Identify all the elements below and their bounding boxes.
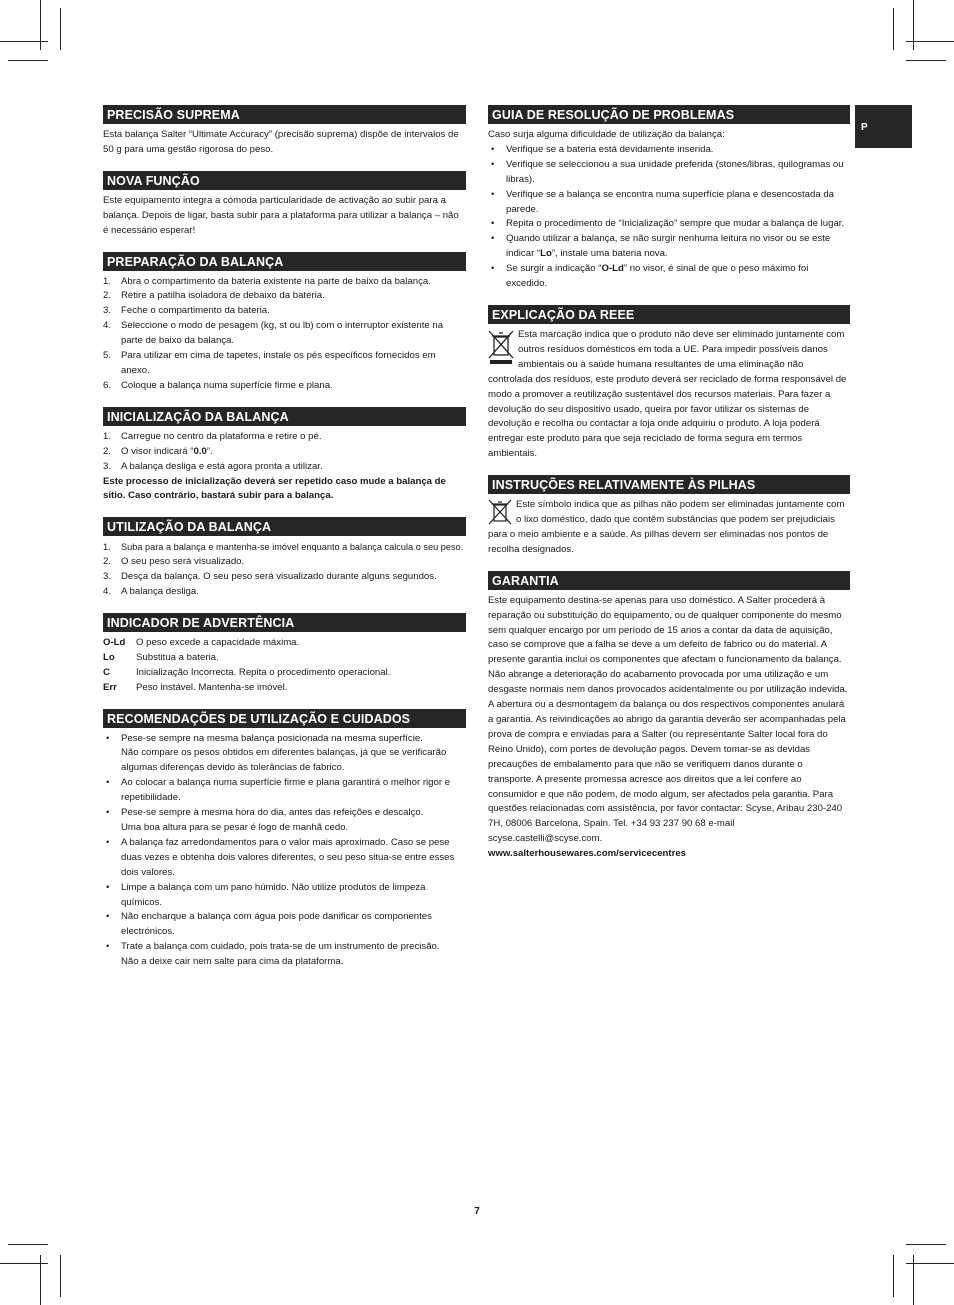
section-text: Este equipamento integra a cómoda particularidade de activação ao subir para a balança. Depois de ligar, basta subir para a plataforma para utilizar a balança – não é necessário esperar! — [103, 194, 459, 236]
list-text: Suba para a balança e mantenha-se imóvel enquanto a balança calcula o seu peso. — [121, 542, 464, 553]
section-heading: NOVA FUNÇÃO — [103, 171, 466, 190]
list-item — [103, 319, 466, 349]
list-number: 3. — [103, 571, 112, 583]
reee-paragraph — [488, 328, 850, 462]
display-code: Lo — [540, 248, 552, 260]
crop-mark — [60, 8, 61, 50]
numbered-list — [103, 540, 466, 600]
bullet: • — [106, 941, 110, 953]
list-item — [103, 940, 466, 970]
warning-code: Lo — [103, 651, 115, 663]
list-number: 4. — [103, 320, 112, 332]
list-number: 1. — [103, 275, 112, 287]
list-item — [103, 460, 466, 475]
crop-mark — [8, 1244, 48, 1245]
section-heading: INSTRUÇÕES RELATIVAMENTE ÀS PILHAS — [488, 475, 850, 494]
section-text: Este equipamento destina-se apenas para uso doméstico. A Salter procederá à reparação ou substituição do equipamento, ou de qualquer componente do mesmo sem qualquer encargo por um período de 15 anos a contar da data de aquisição, caso se comprove que a falha se deve a um defeito de fabrico ou do material. A presente garantia inclui os componentes que afectam o funcionamento da balança. Não abrange a deterioração do acabamento provocada por uma utilização e um desgaste normais nem danos provocados acidentalmente ou por utilização indevida. A abertura ou a desmontagem da balança ou dos respectivos componentes anulará a garantia. As reivindicações ao abrigo da garantia deverão ser acompanhadas pela prova de compra e enviadas para a Salter (ou representante Salter local fora do Reino Unido), com portes de devolução pagos. Devem tomar-se as devidas precauções de embalamento para que não se verifiquem danos durante o transporte. A presente promessa acresce aos direitos que a lei confere ao consumidor e que não podem, de modo algum, ser afectados pela garantia. Para questões relacionadas com assistência, por favor contactar: Scyse, Aribau 230-240 7H, 08006 Barcelona, Spain. Tel. +34 93 237 90 68 e-mail scyse.castelli@scyse.com. — [488, 594, 848, 845]
list-item — [488, 217, 850, 232]
list-text: A balança desliga e está agora pronta a utilizar. — [121, 460, 323, 472]
list-text: Verifique se seleccionou a sua unidade preferida (stones/libras, quilogramas ou libras). — [506, 158, 844, 185]
list-item — [103, 379, 466, 394]
bullet: • — [106, 777, 110, 789]
list-item — [488, 158, 850, 188]
list-text: Abra o compartimento da bateria existente na parte de baixo da balança. — [121, 275, 431, 287]
list-number: 6. — [103, 379, 112, 391]
list-text: Limpe a balança com um pano húmido. Não utilize produtos de limpeza químicos. — [121, 881, 426, 908]
section-heading: INDICADOR DE ADVERTÊNCIA — [103, 613, 466, 632]
warning-code: O-Ld — [103, 636, 126, 648]
bullet-list — [488, 143, 850, 292]
list-text: Ao colocar a balança numa superfície firme e plana garantirá o melhor rigor e repetibilidade. — [121, 777, 451, 804]
section-text: Esta marcação indica que o produto não deve ser eliminado juntamente com outros resíduos domésticos em toda a UE. Para impedir possíveis danos ambientais ou à saúde humana resultantes de uma eliminação não controlada dos resíduos, este produto deverá ser reciclado de forma responsável de modo a promover a reutilização sustentável dos recursos materiais. Para fazer a devolução do seu dispositivo usado, queira por favor utilizar os sistemas de devolução e recolha ou contactar a loja onde adquiriu o produto. A loja poderá entregar este produto para que seja reciclado de forma segura em termos ambientais. — [488, 328, 847, 460]
list-text: Trate a balança com cuidado, pois trata-se de um instrumento de precisão. — [121, 941, 440, 953]
section-heading: PRECISÃO SUPREMA — [103, 105, 466, 124]
crop-mark — [913, 0, 914, 50]
list-text: O visor indicará “ — [121, 445, 194, 457]
list-item — [103, 806, 466, 836]
list-text: ”. — [206, 445, 213, 457]
crop-mark — [893, 1255, 894, 1297]
list-item — [103, 445, 466, 460]
warning-row — [103, 666, 466, 681]
section-text: Esta balança Salter “Ultimate Accuracy” (precisão suprema) dispõe de intervalos de 50 g para uma gestão rigorosa do peso. — [103, 129, 459, 155]
list-text: Pese-se sempre na mesma balança posicionada na mesma superfície. — [121, 732, 423, 744]
bullet: • — [106, 807, 110, 819]
list-text: A balança desliga. — [121, 586, 199, 598]
crossed-bin-icon — [488, 329, 514, 365]
crossed-bin-icon — [488, 499, 512, 525]
list-text: O seu peso será visualizado. — [121, 556, 245, 568]
pilhas-paragraph — [488, 498, 850, 558]
list-text: Verifique se a balança se encontra numa superfície plana e desencostada da parede. — [506, 188, 835, 215]
list-number: 3. — [103, 305, 112, 317]
list-item — [103, 585, 466, 600]
crop-mark — [40, 0, 41, 50]
warning-row — [103, 651, 466, 666]
bullet: • — [106, 836, 110, 848]
list-item — [103, 732, 466, 777]
warning-code: C — [103, 666, 110, 678]
section-reee — [488, 305, 850, 462]
warning-text: O peso excede a capacidade máxima. — [136, 636, 300, 648]
list-item — [103, 570, 466, 585]
list-number: 1. — [103, 430, 112, 442]
section-note: Este processo de inicialização deverá ser repetido caso mude a balança de sítio. Caso contrário, bastará subir para a balança. — [103, 475, 446, 502]
list-text: Seleccione o modo de pesagem (kg, st ou lb) com o interruptor existente na parte de baixo da balança. — [121, 320, 444, 347]
display-code: O-Ld — [601, 263, 624, 275]
list-item — [103, 349, 466, 379]
crop-mark — [906, 60, 946, 61]
list-text: ”, instale uma bateria nova. — [551, 248, 668, 260]
list-item — [103, 776, 466, 806]
left-column — [103, 105, 466, 983]
language-tab — [855, 105, 912, 148]
list-number: 2. — [103, 445, 112, 457]
section-guia — [488, 105, 850, 292]
list-text: Retire a patilha isoladora de debaixo da bateria. — [121, 290, 325, 302]
list-item — [488, 262, 850, 292]
numbered-list — [103, 275, 466, 394]
bullet: • — [491, 218, 495, 230]
list-text: Repita o procedimento de “Inicialização” sempre que mudar a balança de lugar. — [506, 218, 845, 230]
section-heading: GARANTIA — [488, 571, 850, 590]
bullet: • — [106, 732, 110, 744]
list-number: 1. — [103, 542, 111, 553]
section-recomendacoes — [103, 709, 466, 971]
list-number: 4. — [103, 586, 112, 598]
list-number: 3. — [103, 460, 112, 472]
section-heading: EXPLICAÇÃO DA REEE — [488, 305, 850, 324]
list-item — [103, 836, 466, 881]
section-indicador — [103, 613, 466, 696]
bullet: • — [491, 158, 495, 170]
list-text: Se surgir a indicação “ — [506, 263, 602, 275]
list-item — [103, 910, 466, 940]
bullet: • — [491, 188, 495, 200]
section-garantia — [488, 571, 850, 862]
warning-text: Substitua a bateria. — [136, 651, 219, 663]
list-text: Coloque a balança numa superfície firme e plana. — [121, 379, 333, 391]
list-item — [103, 881, 466, 911]
section-preparacao — [103, 252, 466, 394]
list-item — [488, 143, 850, 158]
right-column — [488, 105, 850, 875]
section-heading: PREPARAÇÃO DA BALANÇA — [103, 252, 466, 271]
bullet: • — [491, 263, 495, 275]
crop-mark — [906, 41, 954, 42]
list-text: Não a deixe cair nem salte para cima da plataforma. — [121, 956, 344, 968]
crop-mark — [60, 1255, 61, 1297]
list-text: Uma boa altura para se pesar é logo de manhã cedo. — [121, 822, 349, 833]
service-link[interactable]: www.salterhousewares.com/servicecentres — [488, 848, 687, 860]
list-number: 2. — [103, 290, 112, 302]
list-text: Pese-se sempre à mesma hora do dia, antes das refeições e descalço. — [121, 807, 424, 819]
language-tab-label: P — [861, 122, 868, 133]
list-text: A balança faz arredondamentos para o valor mais aproximado. Caso se pese duas vezes e obtenha dois valores diferentes, o seu peso situa-se entre esses dois valores. — [121, 836, 455, 878]
display-value: 0.0 — [193, 445, 207, 457]
warning-text: Peso instável. Mantenha-se imóvel. — [136, 681, 288, 693]
list-item — [103, 555, 466, 570]
warning-code: Err — [103, 681, 117, 693]
list-item — [103, 275, 466, 290]
numbered-list — [103, 430, 466, 475]
list-item — [488, 232, 850, 262]
section-inicializacao — [103, 407, 466, 505]
list-text: ” no visor, é sinal de que o peso máximo foi excedido. — [506, 263, 809, 290]
list-number: 5. — [103, 350, 112, 362]
list-text: Não compare os pesos obtidos em diferentes balanças, já que se verificarão algumas diferenças devido às tolerâncias de fabrico. — [121, 747, 447, 774]
list-item — [103, 540, 466, 555]
section-heading: UTILIZAÇÃO DA BALANÇA — [103, 517, 466, 536]
section-text: Caso surja alguma dificuldade de utilização da balança: — [488, 129, 725, 140]
list-text: Para utilizar em cima de tapetes, instale os pés específicos fornecidos em anexo. — [121, 350, 436, 376]
warning-text: Inicialização Incorrecta. Repita o procedimento operacional. — [136, 666, 391, 678]
bullet: • — [491, 143, 495, 155]
section-utilizacao — [103, 517, 466, 600]
bullet-list — [103, 732, 466, 971]
section-precisao — [103, 105, 466, 158]
crop-mark — [906, 1244, 946, 1245]
list-text: Não encharque a balança com água pois pode danificar os componentes electrónicos. — [121, 911, 432, 938]
list-text: Desça da balança. O seu peso será visualizado durante alguns segundos. — [121, 571, 437, 583]
list-text: Feche o compartimento da bateria. — [121, 305, 270, 317]
bullet: • — [106, 911, 110, 923]
section-text: Este símbolo indica que as pilhas não podem ser eliminadas juntamente com o lixo doméstico, dado que contêm substâncias que podem ser prejudiciais para o meio ambiente e a saúde. As pilhas devem ser eliminadas nos pontos de recolha designados. — [488, 499, 845, 555]
crop-mark — [0, 41, 48, 42]
section-pilhas — [488, 475, 850, 558]
list-item — [103, 430, 466, 445]
list-item — [488, 188, 850, 218]
list-item — [103, 289, 466, 304]
section-heading: RECOMENDAÇÕES DE UTILIZAÇÃO E CUIDADOS — [103, 709, 466, 728]
list-item — [103, 304, 466, 319]
crop-mark — [893, 8, 894, 50]
list-text: Carregue no centro da plataforma e retire o pé. — [121, 430, 322, 442]
warning-row — [103, 636, 466, 651]
crop-mark — [0, 1263, 48, 1264]
bullet: • — [491, 233, 495, 245]
list-text: Verifique se a bateria está devidamente inserida. — [506, 143, 714, 155]
page-number: 7 — [474, 1206, 480, 1217]
bullet: • — [106, 881, 110, 893]
section-heading: INICIALIZAÇÃO DA BALANÇA — [103, 407, 466, 426]
crop-mark — [8, 60, 48, 61]
crop-mark — [906, 1263, 954, 1264]
warning-row — [103, 681, 466, 696]
section-nova-funcao — [103, 171, 466, 239]
section-heading: GUIA DE RESOLUÇÃO DE PROBLEMAS — [488, 105, 850, 124]
list-number: 2. — [103, 556, 112, 568]
list-text: Quando utilizar a balança, se não surgir nenhuma leitura no visor ou se este indicar “ — [506, 233, 831, 260]
